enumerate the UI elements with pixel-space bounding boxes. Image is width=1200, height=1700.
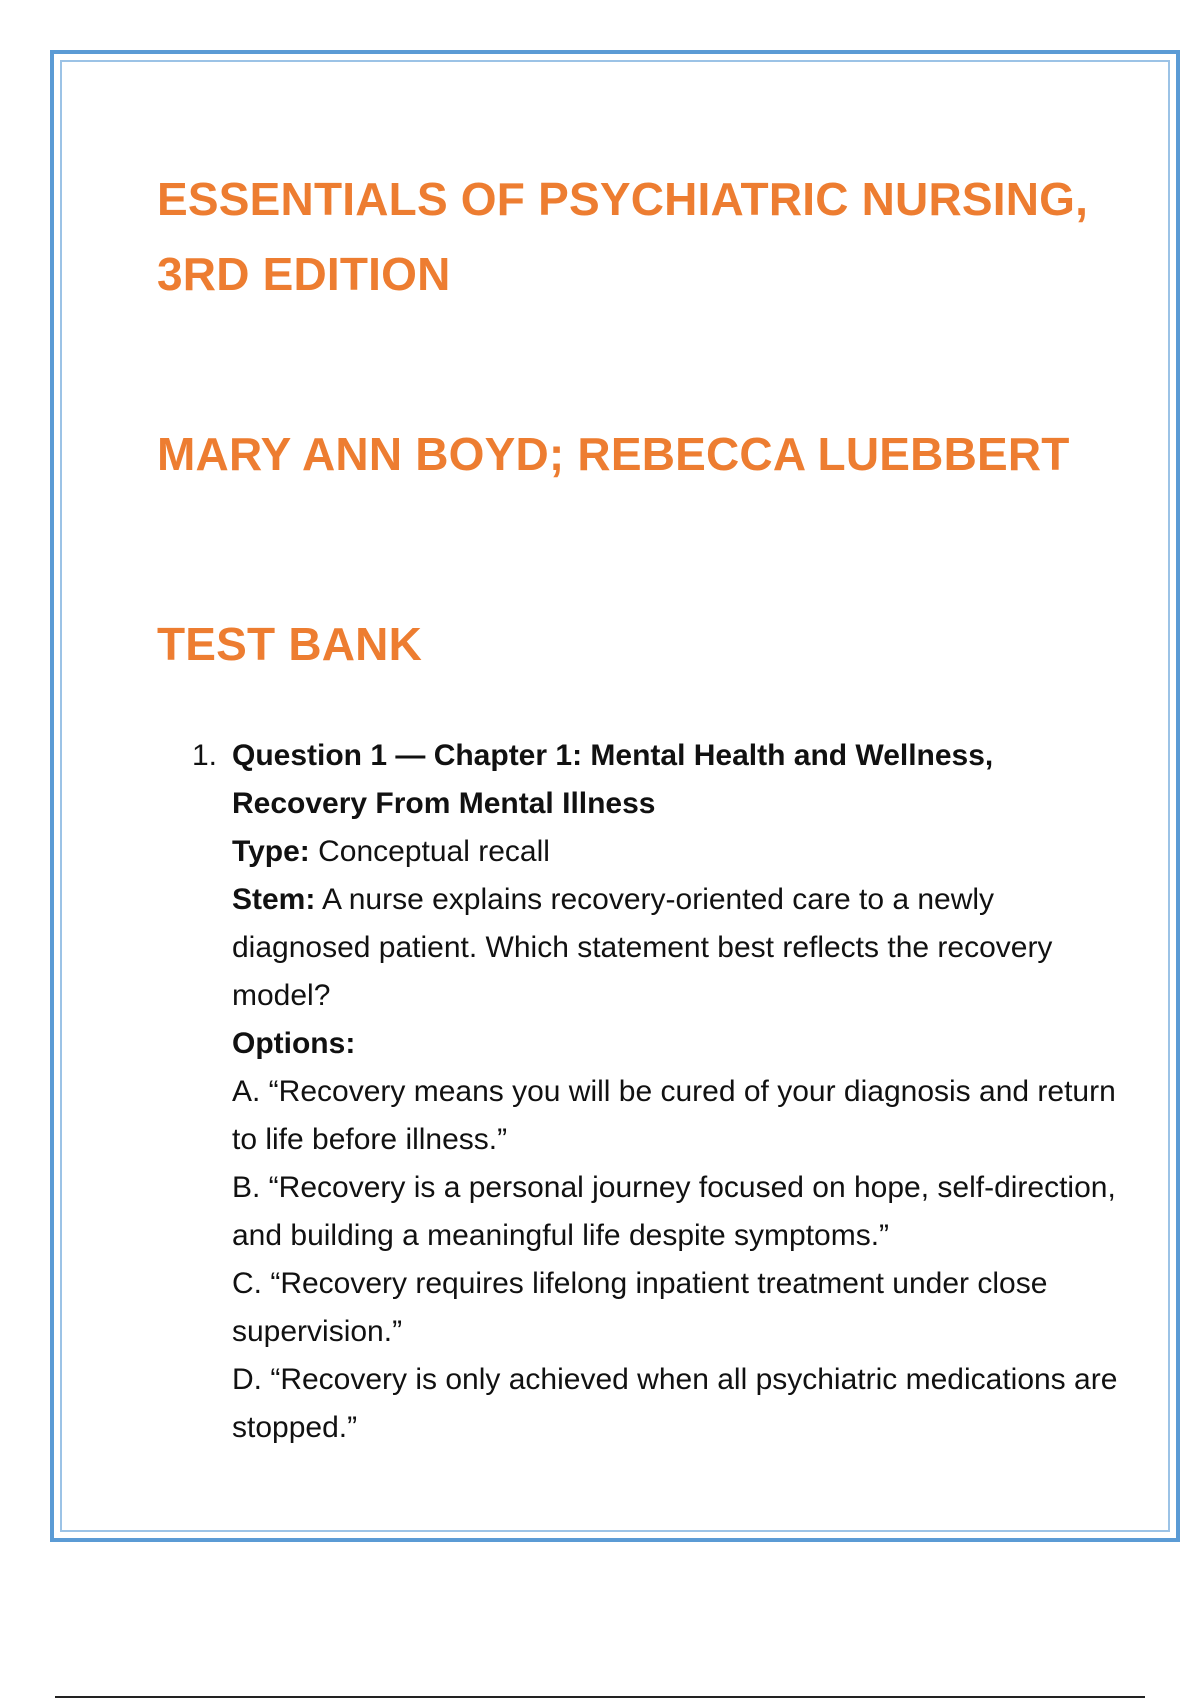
section-title: TEST BANK	[157, 618, 423, 670]
stem-value: A nurse explains recovery-oriented care to a newly diagnosed patient. Which statement best reflects the recovery model?	[232, 883, 1053, 1012]
footer-divider	[55, 1696, 1145, 1698]
question-type	[232, 828, 1122, 876]
options-label: Options:	[232, 1027, 356, 1060]
question-list	[192, 732, 1122, 1452]
option-b: B. “Recovery is a personal journey focused on hope, self-direction, and building a meaningful life despite symptoms.”	[232, 1171, 1116, 1252]
question-heading: Question 1 — Chapter 1: Mental Health and Wellness, Recovery From Mental Illness	[232, 739, 994, 820]
question-stem	[232, 876, 1122, 1020]
book-authors: MARY ANN BOYD; REBECCA LUEBBERT	[157, 428, 1070, 480]
stem-label: Stem:	[232, 883, 316, 916]
option-c: C. “Recovery requires lifelong inpatient treatment under close supervision.”	[232, 1267, 1048, 1348]
page-border	[50, 50, 1180, 1542]
type-value: Conceptual recall	[309, 835, 550, 868]
book-title: ESSENTIALS OF PSYCHIATRIC NURSING, 3RD EDITION	[157, 173, 1089, 300]
type-label: Type:	[232, 835, 310, 868]
option-a: A. “Recovery means you will be cured of your diagnosis and return to life before illness.”	[232, 1075, 1116, 1156]
option-d: D. “Recovery is only achieved when all psychiatric medications are stopped.”	[232, 1363, 1118, 1444]
question-item	[192, 732, 1122, 1452]
page-border-inner	[60, 60, 1170, 1532]
question-number: 1.	[192, 739, 218, 772]
